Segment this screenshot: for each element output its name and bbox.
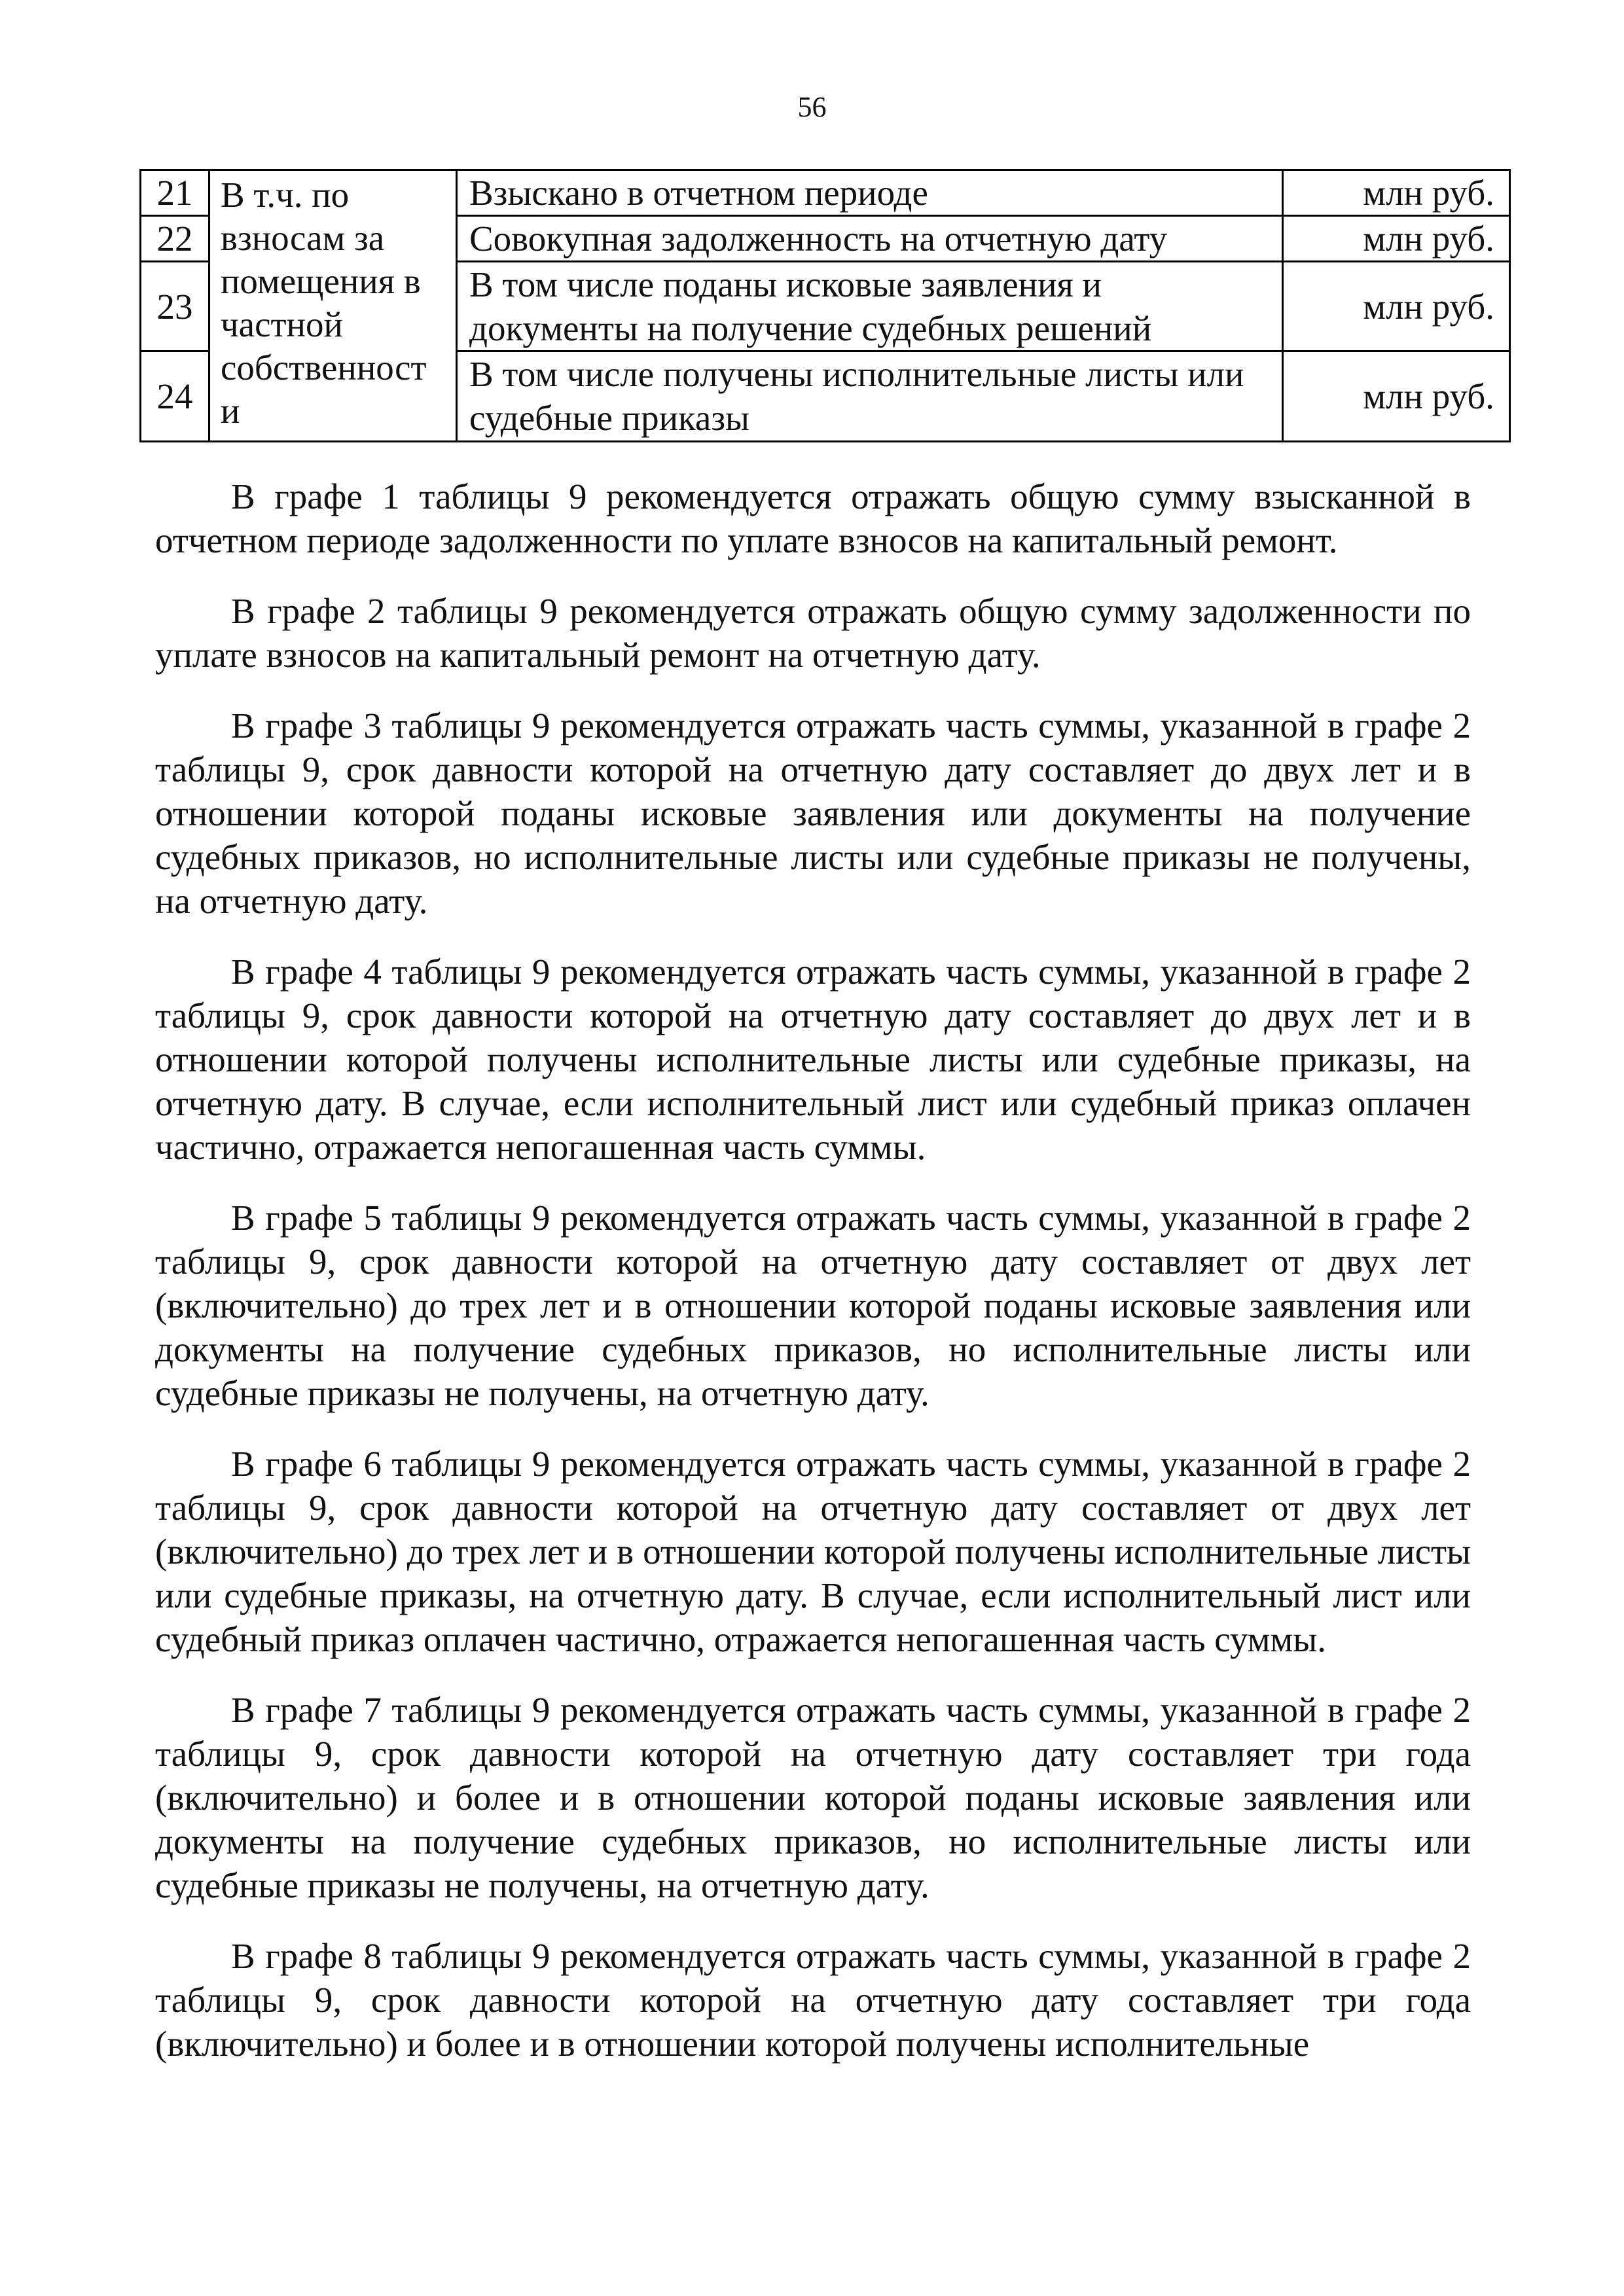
row-number-cell: 21: [141, 170, 209, 216]
paragraph: В графе 5 таблицы 9 рекомендуется отражать часть суммы, указанной в графе 2 таблицы 9, срок давности которой на отчетную дату составляет от двух лет (включительно) до трех лет и в отношении которой поданы исковые заявления или документы на получение судебных приказов, но исполнительные листы или судебные приказы не получены, на отчетную дату.: [155, 1198, 1471, 1413]
group-label-cell: В т.ч. по взносам за помещения в частной собственност и: [209, 170, 457, 442]
paragraph: В графе 1 таблицы 9 рекомендуется отражать общую сумму взысканной в отчетном периоде задолженности по уплате взносов на капитальный ремонт.: [155, 476, 1471, 560]
row-number-cell: 23: [141, 262, 209, 351]
row-number-cell: 22: [141, 216, 209, 262]
indicator-cell: Совокупная задолженность на отчетную дату: [457, 216, 1283, 262]
indicator-cell: В том числе поданы исковые заявления и документы на получение судебных решений: [457, 262, 1283, 351]
paragraph: В графе 6 таблицы 9 рекомендуется отражать часть суммы, указанной в графе 2 таблицы 9, срок давности которой на отчетную дату составляет от двух лет (включительно) до трех лет и в отношении которой получены исполнительные листы или судебные приказы, на отчетную дату. В случае, если исполнительный лист или судебный приказ оплачен частично, отражается непогашенная часть суммы.: [155, 1444, 1471, 1659]
paragraph: В графе 7 таблицы 9 рекомендуется отражать часть суммы, указанной в графе 2 таблицы 9, срок давности которой на отчетную дату составляет три года (включительно) и более и в отношении которой поданы исковые заявления или документы на получение судебных приказов, но исполнительные листы или судебные приказы не получены, на отчетную дату.: [155, 1690, 1471, 1905]
indicator-cell: Взыскано в отчетном периоде: [457, 170, 1283, 216]
page-number: 56: [797, 91, 827, 123]
paragraph: В графе 3 таблицы 9 рекомендуется отражать часть суммы, указанной в графе 2 таблицы 9, срок давности которой на отчетную дату составляет до двух лет и в отношении которой поданы исковые заявления или документы на получение судебных приказов, но исполнительные листы или судебные приказы не получены, на отчетную дату.: [155, 706, 1471, 921]
row-number-cell: 24: [141, 351, 209, 441]
body-text: [155, 475, 1471, 2066]
table-row: [141, 170, 1510, 216]
paragraph: В графе 8 таблицы 9 рекомендуется отражать часть суммы, указанной в графе 2 таблицы 9, срок давности которой на отчетную дату составляет три года (включительно) и более и в отношении которой получены исполнительные: [155, 1936, 1471, 2064]
unit-cell: млн руб.: [1283, 262, 1510, 351]
unit-cell: млн руб.: [1283, 216, 1510, 262]
paragraph: В графе 2 таблицы 9 рекомендуется отражать общую сумму задолженности по уплате взносов на капитальный ремонт на отчетную дату.: [155, 591, 1471, 675]
data-table: [139, 169, 1511, 442]
indicator-cell: В том числе получены исполнительные листы или судебные приказы: [457, 351, 1283, 441]
unit-cell: млн руб.: [1283, 351, 1510, 441]
paragraph: В графе 4 таблицы 9 рекомендуется отражать часть суммы, указанной в графе 2 таблицы 9, срок давности которой на отчетную дату составляет до двух лет и в отношении которой получены исполнительные листы или судебные приказы, на отчетную дату. В случае, если исполнительный лист или судебный приказ оплачен частично, отражается непогашенная часть суммы.: [155, 952, 1471, 1167]
unit-cell: млн руб.: [1283, 170, 1510, 216]
